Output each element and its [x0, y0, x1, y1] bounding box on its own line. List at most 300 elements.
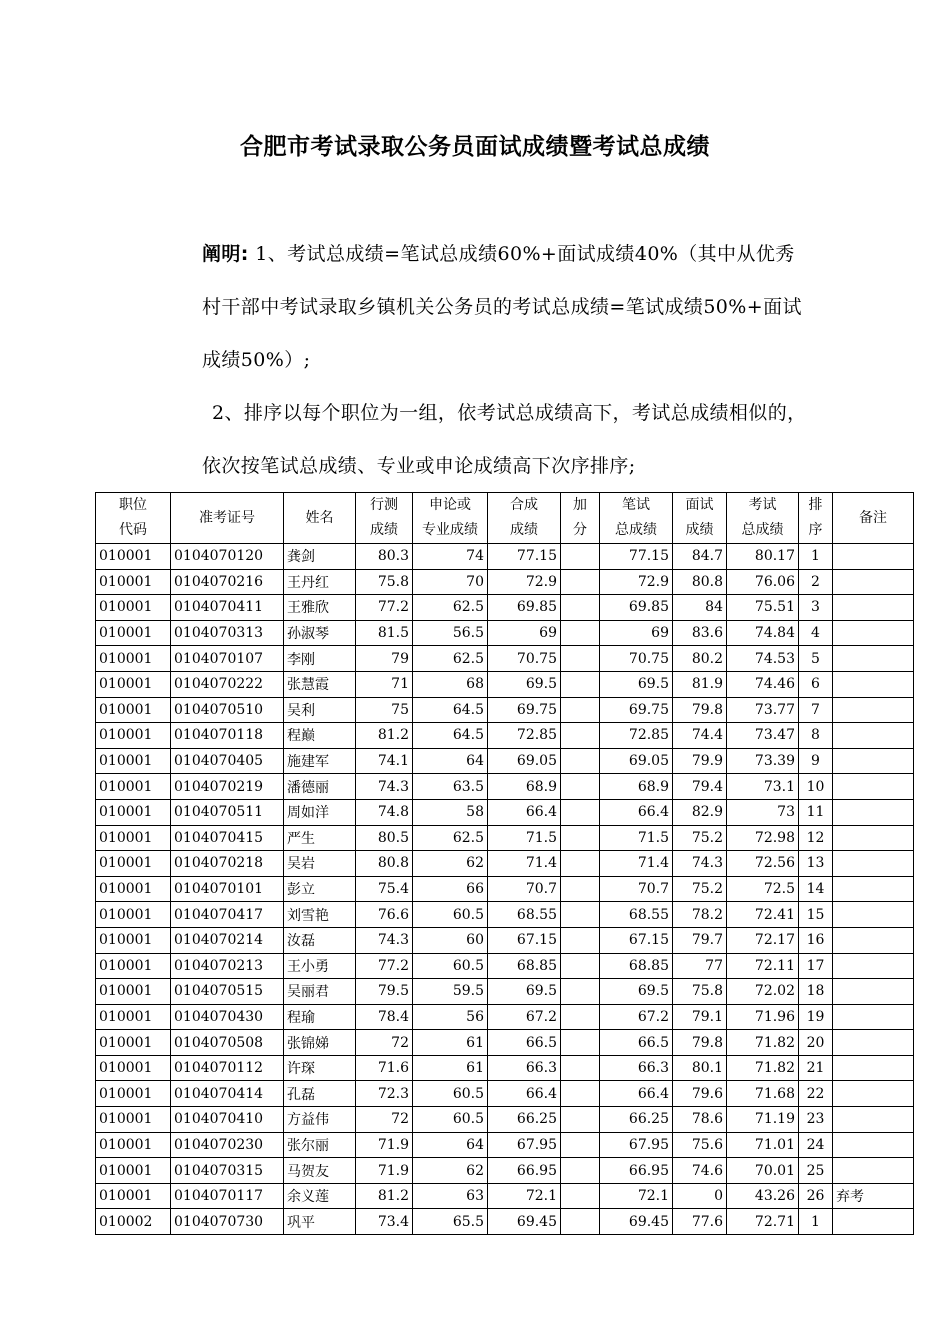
column-header-line1: 姓名 — [305, 509, 334, 526]
table-row — [96, 595, 914, 621]
cell-interview-score: 79.4 — [673, 774, 727, 800]
column-header-line1: 合成 — [510, 497, 538, 513]
table-row — [96, 646, 914, 672]
cell-bonus — [561, 1081, 600, 1107]
cell-aptitude-score: 79 — [356, 646, 413, 672]
cell-essay-score: 64.5 — [413, 723, 488, 749]
cell-aptitude-score: 80.3 — [356, 544, 413, 570]
cell-position-code: 010001 — [96, 851, 171, 877]
cell-combined-score: 68.85 — [488, 953, 561, 979]
cell-combined-score: 66.3 — [488, 1055, 561, 1081]
cell-exam-total: 72.98 — [727, 825, 799, 851]
cell-position-code: 010001 — [96, 595, 171, 621]
cell-exam-total: 43.26 — [727, 1183, 799, 1209]
cell-aptitude-score: 80.5 — [356, 825, 413, 851]
cell-rank: 7 — [799, 697, 833, 723]
cell-exam-total: 75.51 — [727, 595, 799, 621]
cell-exam-number: 0104070218 — [171, 851, 284, 877]
cell-exam-number: 0104070120 — [171, 544, 284, 570]
cell-rank: 1 — [799, 1209, 833, 1235]
cell-rank: 1 — [799, 544, 833, 570]
table-row — [96, 927, 914, 953]
cell-written-total: 71.4 — [600, 851, 673, 877]
column-header-line1: 加 — [573, 497, 587, 513]
cell-essay-score: 59.5 — [413, 979, 488, 1005]
cell-name: 潘德丽 — [284, 774, 356, 800]
cell-combined-score: 68.55 — [488, 902, 561, 928]
cell-remark — [833, 620, 914, 646]
cell-rank: 3 — [799, 595, 833, 621]
cell-bonus — [561, 876, 600, 902]
cell-position-code: 010001 — [96, 774, 171, 800]
cell-interview-score: 80.8 — [673, 569, 727, 595]
cell-bonus — [561, 697, 600, 723]
cell-bonus — [561, 595, 600, 621]
column-header-line1: 笔试 — [622, 497, 650, 513]
cell-written-total: 66.3 — [600, 1055, 673, 1081]
cell-rank: 16 — [799, 927, 833, 953]
cell-combined-score: 69.5 — [488, 979, 561, 1005]
column-header-name — [284, 493, 356, 544]
column-header-rank — [799, 493, 833, 544]
cell-name: 李刚 — [284, 646, 356, 672]
cell-remark — [833, 748, 914, 774]
cell-exam-number: 0104070410 — [171, 1107, 284, 1133]
cell-remark — [833, 799, 914, 825]
cell-written-total: 69.5 — [600, 671, 673, 697]
cell-exam-number: 0104070315 — [171, 1158, 284, 1184]
cell-essay-score: 70 — [413, 569, 488, 595]
cell-position-code: 010002 — [96, 1209, 171, 1235]
cell-combined-score: 69.05 — [488, 748, 561, 774]
cell-interview-score: 78.2 — [673, 902, 727, 928]
cell-interview-score: 75.2 — [673, 825, 727, 851]
cell-combined-score: 71.4 — [488, 851, 561, 877]
cell-essay-score: 64.5 — [413, 697, 488, 723]
cell-interview-score: 80.2 — [673, 646, 727, 672]
cell-written-total: 70.75 — [600, 646, 673, 672]
cell-written-total: 70.7 — [600, 876, 673, 902]
cell-rank: 4 — [799, 620, 833, 646]
cell-aptitude-score: 79.5 — [356, 979, 413, 1005]
cell-aptitude-score: 76.6 — [356, 902, 413, 928]
table-row — [96, 671, 914, 697]
cell-name: 孔磊 — [284, 1081, 356, 1107]
cell-rank: 18 — [799, 979, 833, 1005]
cell-bonus — [561, 569, 600, 595]
cell-remark — [833, 927, 914, 953]
cell-combined-score: 69.45 — [488, 1209, 561, 1235]
cell-name: 程瑜 — [284, 1004, 356, 1030]
page-title: 合肥市考试录取公务员面试成绩暨考试总成绩 — [240, 134, 710, 160]
cell-rank: 14 — [799, 876, 833, 902]
cell-position-code: 010001 — [96, 1055, 171, 1081]
cell-combined-score: 71.5 — [488, 825, 561, 851]
cell-exam-number: 0104070213 — [171, 953, 284, 979]
table-row — [96, 953, 914, 979]
cell-exam-number: 0104070405 — [171, 748, 284, 774]
cell-position-code: 010001 — [96, 748, 171, 774]
cell-interview-score: 81.9 — [673, 671, 727, 697]
cell-name: 吴利 — [284, 697, 356, 723]
cell-name: 施建军 — [284, 748, 356, 774]
cell-remark — [833, 697, 914, 723]
cell-written-total: 69.75 — [600, 697, 673, 723]
cell-essay-score: 64 — [413, 1132, 488, 1158]
table-row — [96, 1004, 914, 1030]
cell-exam-number: 0104070117 — [171, 1183, 284, 1209]
cell-essay-score: 60.5 — [413, 1107, 488, 1133]
cell-aptitude-score: 72 — [356, 1107, 413, 1133]
cell-remark — [833, 876, 914, 902]
cell-essay-score: 64 — [413, 748, 488, 774]
cell-written-total: 72.1 — [600, 1183, 673, 1209]
cell-combined-score: 70.7 — [488, 876, 561, 902]
column-header-essay-score — [413, 493, 488, 544]
table-row — [96, 1055, 914, 1081]
cell-interview-score: 0 — [673, 1183, 727, 1209]
cell-aptitude-score: 71.9 — [356, 1158, 413, 1184]
cell-bonus — [561, 953, 600, 979]
column-header-line1: 行测 — [370, 497, 398, 513]
cell-combined-score: 66.4 — [488, 799, 561, 825]
cell-combined-score: 68.9 — [488, 774, 561, 800]
cell-exam-number: 0104070430 — [171, 1004, 284, 1030]
cell-name: 周如洋 — [284, 799, 356, 825]
cell-position-code: 010001 — [96, 876, 171, 902]
column-header-interview-score — [673, 493, 727, 544]
cell-bonus — [561, 1158, 600, 1184]
cell-position-code: 010001 — [96, 620, 171, 646]
cell-essay-score: 61 — [413, 1030, 488, 1056]
table-row — [96, 697, 914, 723]
cell-bonus — [561, 1004, 600, 1030]
notes — [202, 228, 812, 493]
cell-essay-score: 56.5 — [413, 620, 488, 646]
cell-aptitude-score: 71 — [356, 671, 413, 697]
cell-aptitude-score: 81.2 — [356, 723, 413, 749]
cell-exam-total: 73.1 — [727, 774, 799, 800]
cell-rank: 5 — [799, 646, 833, 672]
cell-bonus — [561, 1107, 600, 1133]
cell-essay-score: 66 — [413, 876, 488, 902]
cell-position-code: 010001 — [96, 902, 171, 928]
cell-aptitude-score: 75 — [356, 697, 413, 723]
cell-rank: 23 — [799, 1107, 833, 1133]
table-row — [96, 825, 914, 851]
cell-exam-number: 0104070313 — [171, 620, 284, 646]
cell-rank: 17 — [799, 953, 833, 979]
cell-aptitude-score: 74.3 — [356, 774, 413, 800]
cell-bonus — [561, 902, 600, 928]
column-header-line2: 总成绩 — [615, 522, 657, 538]
cell-exam-number: 0104070222 — [171, 671, 284, 697]
cell-name: 张锦娣 — [284, 1030, 356, 1056]
column-header-exam-number — [171, 493, 284, 544]
cell-exam-total: 71.01 — [727, 1132, 799, 1158]
cell-name: 张尔丽 — [284, 1132, 356, 1158]
cell-written-total: 67.95 — [600, 1132, 673, 1158]
cell-interview-score: 75.6 — [673, 1132, 727, 1158]
cell-combined-score: 77.15 — [488, 544, 561, 570]
cell-remark — [833, 723, 914, 749]
cell-remark — [833, 1209, 914, 1235]
table-row — [96, 851, 914, 877]
cell-exam-total: 74.53 — [727, 646, 799, 672]
cell-essay-score: 60 — [413, 927, 488, 953]
cell-combined-score: 69 — [488, 620, 561, 646]
cell-combined-score: 66.25 — [488, 1107, 561, 1133]
cell-remark — [833, 1158, 914, 1184]
cell-name: 彭立 — [284, 876, 356, 902]
cell-name: 孙淑琴 — [284, 620, 356, 646]
cell-position-code: 010001 — [96, 927, 171, 953]
table-row — [96, 902, 914, 928]
cell-essay-score: 62.5 — [413, 646, 488, 672]
column-header-exam-total — [727, 493, 799, 544]
cell-name: 严生 — [284, 825, 356, 851]
cell-interview-score: 83.6 — [673, 620, 727, 646]
table-row — [96, 1132, 914, 1158]
cell-remark — [833, 569, 914, 595]
cell-bonus — [561, 1055, 600, 1081]
cell-interview-score: 79.8 — [673, 697, 727, 723]
table-body — [96, 544, 914, 1235]
cell-exam-total: 73 — [727, 799, 799, 825]
cell-exam-number: 0104070417 — [171, 902, 284, 928]
cell-exam-number: 0104070515 — [171, 979, 284, 1005]
table-row — [96, 1209, 914, 1235]
cell-essay-score: 63 — [413, 1183, 488, 1209]
cell-essay-score: 62 — [413, 1158, 488, 1184]
cell-position-code: 010001 — [96, 723, 171, 749]
cell-exam-total: 73.47 — [727, 723, 799, 749]
cell-rank: 8 — [799, 723, 833, 749]
cell-bonus — [561, 620, 600, 646]
column-header-line1: 申论或 — [429, 497, 471, 513]
cell-exam-number: 0104070411 — [171, 595, 284, 621]
cell-bonus — [561, 774, 600, 800]
cell-bonus — [561, 671, 600, 697]
column-header-combined-score — [488, 493, 561, 544]
cell-remark — [833, 595, 914, 621]
cell-name: 马贺友 — [284, 1158, 356, 1184]
table-row — [96, 748, 914, 774]
cell-position-code: 010001 — [96, 1107, 171, 1133]
cell-exam-total: 71.19 — [727, 1107, 799, 1133]
cell-exam-total: 74.46 — [727, 671, 799, 697]
cell-name: 汝磊 — [284, 927, 356, 953]
cell-aptitude-score: 80.8 — [356, 851, 413, 877]
cell-written-total: 69.5 — [600, 979, 673, 1005]
table-row — [96, 620, 914, 646]
cell-name: 方益伟 — [284, 1107, 356, 1133]
table-row — [96, 1081, 914, 1107]
cell-aptitude-score: 81.2 — [356, 1183, 413, 1209]
cell-combined-score: 72.85 — [488, 723, 561, 749]
table-row — [96, 774, 914, 800]
cell-combined-score: 67.95 — [488, 1132, 561, 1158]
cell-written-total: 68.85 — [600, 953, 673, 979]
cell-interview-score: 84.7 — [673, 544, 727, 570]
cell-exam-number: 0104070415 — [171, 825, 284, 851]
cell-essay-score: 60.5 — [413, 1081, 488, 1107]
column-header-line1: 面试 — [685, 497, 714, 513]
cell-essay-score: 62 — [413, 851, 488, 877]
cell-rank: 11 — [799, 799, 833, 825]
cell-name: 王小勇 — [284, 953, 356, 979]
column-header-remark — [833, 493, 914, 544]
cell-interview-score: 74.3 — [673, 851, 727, 877]
cell-combined-score: 70.75 — [488, 646, 561, 672]
cell-interview-score: 79.8 — [673, 1030, 727, 1056]
table-row — [96, 799, 914, 825]
cell-name: 刘雪艳 — [284, 902, 356, 928]
cell-interview-score: 75.2 — [673, 876, 727, 902]
cell-written-total: 69 — [600, 620, 673, 646]
table-row — [96, 723, 914, 749]
cell-exam-total: 70.01 — [727, 1158, 799, 1184]
cell-essay-score: 60.5 — [413, 902, 488, 928]
column-header-aptitude-score — [356, 493, 413, 544]
cell-combined-score: 69.85 — [488, 595, 561, 621]
cell-essay-score: 68 — [413, 671, 488, 697]
cell-remark — [833, 902, 914, 928]
cell-aptitude-score: 72.3 — [356, 1081, 413, 1107]
cell-exam-total: 76.06 — [727, 569, 799, 595]
cell-bonus — [561, 851, 600, 877]
cell-remark — [833, 851, 914, 877]
cell-written-total: 69.85 — [600, 595, 673, 621]
cell-exam-total: 71.82 — [727, 1030, 799, 1056]
cell-exam-total: 72.41 — [727, 902, 799, 928]
cell-exam-number: 0104070508 — [171, 1030, 284, 1056]
column-header-line2: 成绩 — [685, 522, 714, 538]
cell-exam-total: 72.02 — [727, 979, 799, 1005]
cell-written-total: 67.15 — [600, 927, 673, 953]
column-header-line2: 专业成绩 — [422, 522, 478, 538]
cell-position-code: 010001 — [96, 544, 171, 570]
cell-rank: 24 — [799, 1132, 833, 1158]
column-header-line1: 备注 — [859, 509, 887, 526]
cell-position-code: 010001 — [96, 671, 171, 697]
cell-aptitude-score: 77.2 — [356, 953, 413, 979]
cell-remark — [833, 979, 914, 1005]
cell-aptitude-score: 72 — [356, 1030, 413, 1056]
cell-exam-number: 0104070101 — [171, 876, 284, 902]
cell-exam-number: 0104070214 — [171, 927, 284, 953]
cell-exam-number: 0104070511 — [171, 799, 284, 825]
table-row — [96, 1107, 914, 1133]
cell-name: 巩平 — [284, 1209, 356, 1235]
column-header-line1: 职位 — [119, 497, 147, 513]
cell-interview-score: 78.6 — [673, 1107, 727, 1133]
cell-remark — [833, 1107, 914, 1133]
cell-combined-score: 66.4 — [488, 1081, 561, 1107]
table-row — [96, 569, 914, 595]
column-header-line2: 序 — [808, 522, 823, 538]
cell-remark — [833, 1030, 914, 1056]
cell-exam-total: 80.17 — [727, 544, 799, 570]
column-header-line2: 成绩 — [370, 522, 398, 538]
cell-written-total: 66.4 — [600, 799, 673, 825]
cell-combined-score: 72.1 — [488, 1183, 561, 1209]
cell-bonus — [561, 1209, 600, 1235]
table-row — [96, 979, 914, 1005]
cell-written-total: 69.45 — [600, 1209, 673, 1235]
cell-aptitude-score: 75.4 — [356, 876, 413, 902]
note-1-text: 1、考试总成绩=笔试总成绩60%+面试成绩40%（其中从优秀村干部中考试录取乡镇机关公务员的考试总成绩=笔试成绩50%+面试成绩50%）; — [202, 243, 802, 371]
cell-bonus — [561, 825, 600, 851]
cell-aptitude-score: 74.1 — [356, 748, 413, 774]
cell-interview-score: 80.1 — [673, 1055, 727, 1081]
table-row — [96, 544, 914, 570]
table-header-row — [96, 493, 914, 544]
cell-rank: 12 — [799, 825, 833, 851]
cell-essay-score: 74 — [413, 544, 488, 570]
cell-aptitude-score: 75.8 — [356, 569, 413, 595]
cell-written-total: 71.5 — [600, 825, 673, 851]
table-row — [96, 876, 914, 902]
cell-remark — [833, 774, 914, 800]
cell-bonus — [561, 1132, 600, 1158]
cell-exam-total: 71.82 — [727, 1055, 799, 1081]
cell-combined-score: 66.5 — [488, 1030, 561, 1056]
cell-bonus — [561, 799, 600, 825]
cell-aptitude-score: 81.5 — [356, 620, 413, 646]
cell-remark — [833, 671, 914, 697]
cell-written-total: 66.95 — [600, 1158, 673, 1184]
cell-exam-total: 74.84 — [727, 620, 799, 646]
cell-position-code: 010001 — [96, 1132, 171, 1158]
cell-rank: 9 — [799, 748, 833, 774]
cell-name: 王雅欣 — [284, 595, 356, 621]
cell-written-total: 66.25 — [600, 1107, 673, 1133]
cell-rank: 10 — [799, 774, 833, 800]
cell-written-total: 72.85 — [600, 723, 673, 749]
cell-exam-total: 73.39 — [727, 748, 799, 774]
cell-exam-number: 0104070730 — [171, 1209, 284, 1235]
cell-aptitude-score: 77.2 — [356, 595, 413, 621]
cell-exam-number: 0104070219 — [171, 774, 284, 800]
cell-position-code: 010001 — [96, 1158, 171, 1184]
cell-position-code: 010001 — [96, 1030, 171, 1056]
cell-exam-total: 72.11 — [727, 953, 799, 979]
cell-exam-number: 0104070510 — [171, 697, 284, 723]
cell-bonus — [561, 748, 600, 774]
cell-interview-score: 74.4 — [673, 723, 727, 749]
cell-interview-score: 79.9 — [673, 748, 727, 774]
cell-bonus — [561, 979, 600, 1005]
cell-exam-total: 73.77 — [727, 697, 799, 723]
cell-essay-score: 56 — [413, 1004, 488, 1030]
cell-essay-score: 61 — [413, 1055, 488, 1081]
cell-rank: 21 — [799, 1055, 833, 1081]
cell-combined-score: 69.75 — [488, 697, 561, 723]
column-header-line2: 分 — [573, 522, 587, 538]
cell-interview-score: 77.6 — [673, 1209, 727, 1235]
column-header-line1: 考试 — [748, 497, 777, 513]
cell-interview-score: 77 — [673, 953, 727, 979]
cell-rank: 6 — [799, 671, 833, 697]
cell-bonus — [561, 927, 600, 953]
cell-name: 吴丽君 — [284, 979, 356, 1005]
column-header-position-code — [96, 493, 171, 544]
cell-remark — [833, 1055, 914, 1081]
table-row — [96, 1183, 914, 1209]
cell-essay-score: 63.5 — [413, 774, 488, 800]
cell-written-total: 68.55 — [600, 902, 673, 928]
